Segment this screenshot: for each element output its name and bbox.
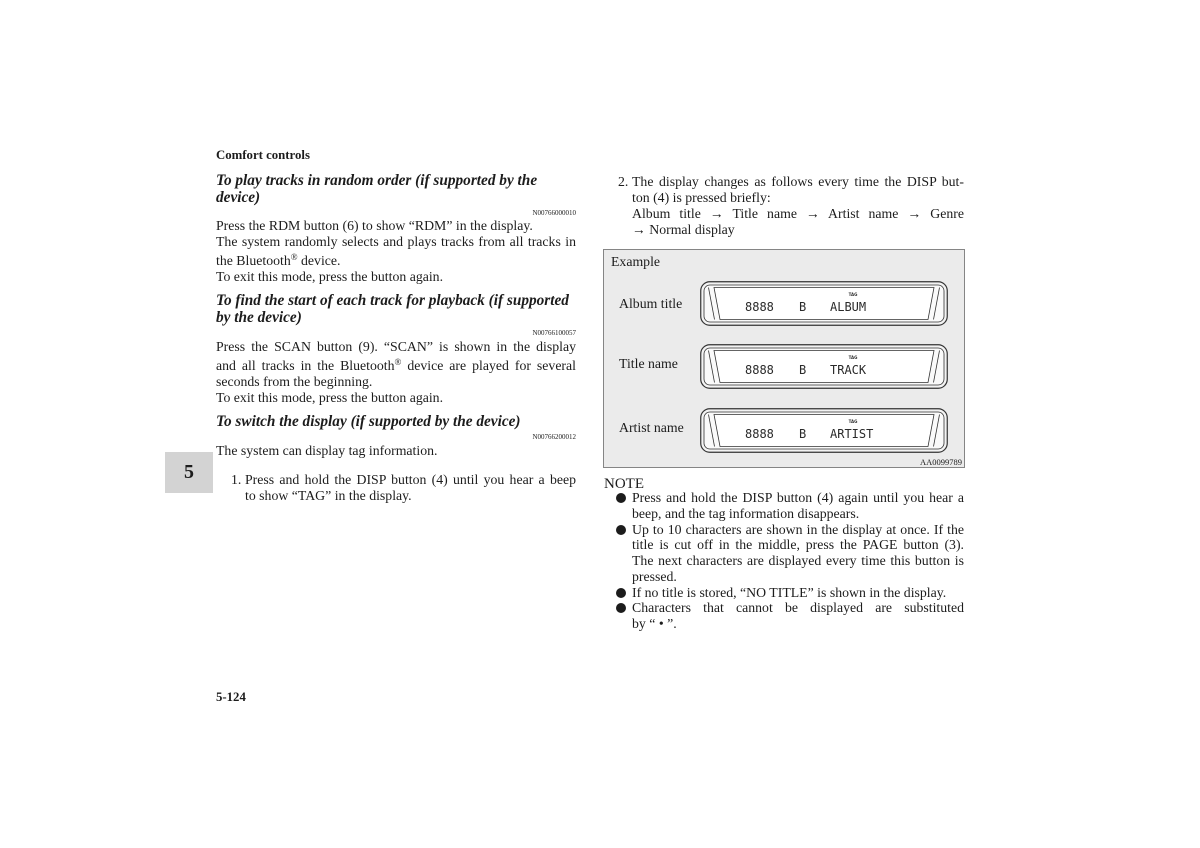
lcd-text: TRACK <box>830 363 867 377</box>
text-line: To exit this mode, press the button again. <box>216 390 444 405</box>
lcd-text: ARTIST <box>830 427 874 441</box>
text-line: The display changes as follows every time the DISP but- <box>632 174 964 189</box>
text-line: title is cut off in the middle, press the PAGE button (3). <box>632 537 964 553</box>
text-line: Up to 10 characters are shown in the display at once. If the <box>632 521 964 537</box>
heading-line: device) <box>216 189 261 206</box>
text-line: Press the SCAN button (9). “SCAN” is shown in the display <box>216 339 576 354</box>
row-label-title-name: Title name <box>619 356 678 371</box>
display-example-figure <box>603 249 965 468</box>
page-number: 5-124 <box>216 690 246 704</box>
bullet-icon <box>616 603 626 613</box>
lcd-number: 8888 <box>745 363 774 377</box>
switch-display-heading <box>216 413 576 430</box>
heading-line: To play tracks in random order (if supported by the <box>216 172 538 189</box>
lcd-source: B <box>799 363 807 377</box>
text-line: by “ • ”. <box>632 616 677 631</box>
lcd-display-album <box>700 281 948 326</box>
text-line: The next characters are displayed every time this button is <box>632 553 964 568</box>
step-text <box>245 472 576 504</box>
lcd-tag-indicator: TAG <box>848 355 858 360</box>
text-line: Press the RDM button (6) to show “RDM” in the display. <box>216 218 533 233</box>
figure-code: AA0099789 <box>919 457 962 467</box>
text-line: If no title is stored, “NO TITLE” is shown in the display. <box>632 584 947 600</box>
note-list <box>604 490 964 632</box>
text-line: Press and hold the DISP button (4) until you hear a beep <box>245 472 576 487</box>
text-line: seconds from the beginning. <box>216 374 373 389</box>
row-label-album-title: Album title <box>619 296 683 311</box>
reference-code: N00766100057 <box>532 329 576 337</box>
text-line: beep, and the tag information disappears. <box>632 505 860 521</box>
bullet-icon <box>616 525 626 535</box>
note-title: NOTE <box>604 476 644 492</box>
note-item <box>604 522 964 585</box>
note-item <box>604 600 964 632</box>
text-line: → Normal display <box>632 222 735 237</box>
bullet-icon <box>616 588 626 598</box>
lcd-tag-indicator: TAG <box>848 419 858 424</box>
text-fragment: device. <box>297 253 341 268</box>
scan-heading <box>216 292 576 326</box>
switch-display-intro <box>216 443 576 459</box>
text-fragment: device are played for several <box>401 358 576 373</box>
text-line: ton (4) is pressed briefly: <box>632 190 771 205</box>
note-item <box>604 490 964 522</box>
text-line: To exit this mode, press the button again. <box>216 269 444 284</box>
row-label-artist-name: Artist name <box>619 420 684 435</box>
lcd-source: B <box>799 300 807 314</box>
text-line: The system can display tag information. <box>216 443 438 458</box>
step-number: 1. <box>231 472 242 487</box>
text-line: The system randomly selects and plays tracks from all tracks in <box>216 234 576 249</box>
registered-mark: ® <box>394 357 402 367</box>
heading-line: by the device) <box>216 309 302 326</box>
heading-line: To switch the display (if supported by the device) <box>216 413 521 430</box>
example-label: Example <box>611 254 661 269</box>
text-fragment: and all tracks in the Bluetooth <box>216 358 395 373</box>
note-item <box>604 585 964 601</box>
chapter-tab <box>165 452 213 493</box>
step-2 <box>618 174 964 238</box>
lcd-display-artist <box>700 408 948 453</box>
lcd-source: B <box>799 427 807 441</box>
step-number: 2. <box>618 174 629 189</box>
lcd-number: 8888 <box>745 427 774 441</box>
chapter-number: 5 <box>184 461 194 483</box>
text-line: Characters that cannot be displayed are substituted <box>632 600 964 616</box>
lcd-display-track <box>700 344 948 389</box>
lcd-text: ALBUM <box>830 300 867 314</box>
scan-paragraph <box>216 339 576 406</box>
step-1 <box>231 472 576 504</box>
lcd-tag-indicator: TAG <box>848 292 858 297</box>
random-order-paragraph <box>216 218 576 285</box>
text-line: to show “TAG” in the display. <box>245 488 412 503</box>
text-line <box>216 355 576 374</box>
text-line: Press and hold the DISP button (4) again until you hear a <box>632 490 964 505</box>
section-header: Comfort controls <box>216 148 310 162</box>
reference-code: N00766200012 <box>532 433 576 441</box>
lcd-number: 8888 <box>745 300 774 314</box>
text-line: pressed. <box>632 568 677 584</box>
text-fragment: the Bluetooth <box>216 253 291 268</box>
heading-line: To find the start of each track for playback (if supported <box>216 292 569 309</box>
text-line: Album title → Title name → Artist name → Genre <box>632 206 964 221</box>
bullet-icon <box>616 493 626 503</box>
reference-code: N00766000010 <box>532 209 576 217</box>
random-order-heading <box>216 172 576 206</box>
step-text <box>632 174 964 238</box>
text-line <box>216 250 576 269</box>
registered-mark: ® <box>290 252 298 262</box>
